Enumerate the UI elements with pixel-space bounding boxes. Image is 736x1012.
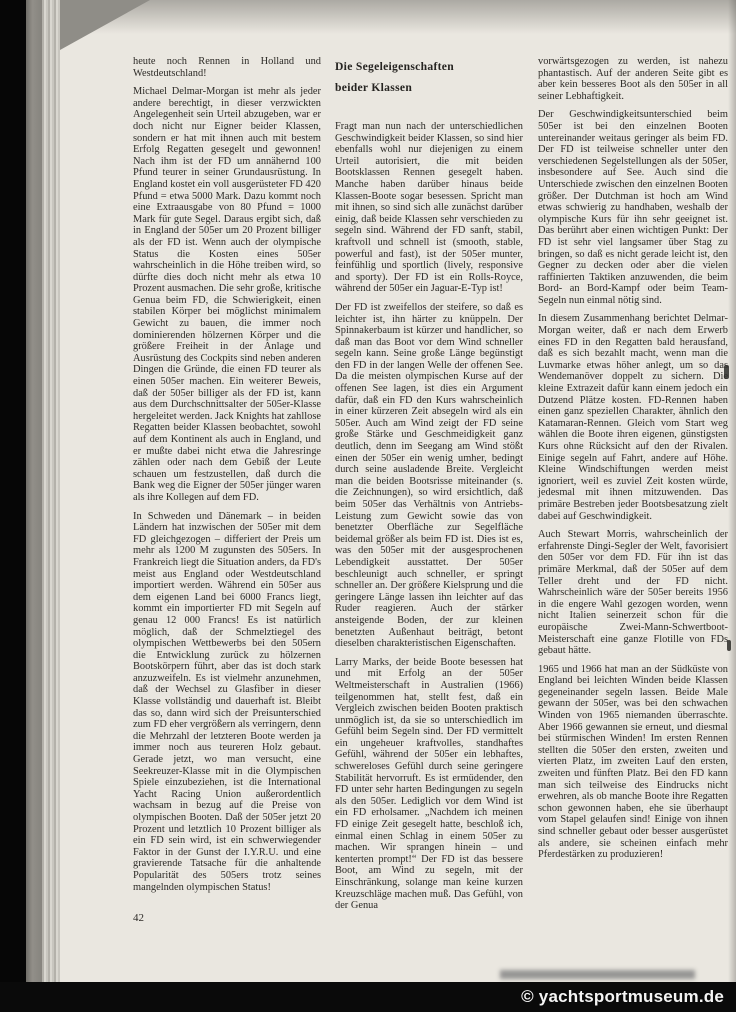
paragraph: Michael Delmar-Morgan ist mehr als jeder andere berechtigt, in dieser verzwickten Angelegenheit sein Urteil abzugeben, war er doch nicht nur Eigner beider Klassen, sondern er hat mit ihnen auch mit bestem Erfolg Regatten gesegelt und gewonnen! Nach ihm ist der FD um annähernd 100 Pfund teurer in seiner Grundausrüstung. In England kostet ein voll ausgerüsteter FD 420 Pfund = etwa 5000 Mark. Dazu kommt noch eine Extraausgabe von 80 Pfund = 1000 Mark für gute Segel. Daraus ergibt sich, daß in England der 505er um 20 Prozent billiger als der FD ist. Wenn auch der olympische Status die Kosten eines 505er wahrscheinlich in die Höhe treiben wird, so dürfte dies doch nicht mehr als etwa 10 Prozent ausmachen. Die sehr große, kritische Genua beim FD, die Schwierigkeit, einen stabilen Körper bei möglichst minimalem Gewicht zu bauen, die immer noch dominierenden hölzernen Körper und die größere Freiheit in der Anlage und Ausrüstung des Cockpits sind neben anderen Dingen die Gründe, die einen FD teurer als einen 505er machen. Ein weiterer Beweis, daß der 505er billiger als der FD ist, kann aus dem Durchschnittsalter der 505er-Klasse hergeleitet werden. Jack Knights hat zahllose Regatten beider Klassen beobachtet, sowohl auf dem Kontinent als auch in England, und er mußte dabei nicht etwa die Jahresringe zählen oder nach dem Gebiß der Leute schauen um festzustellen, daß durch die Bank weg die Eigner der 505er jünger waren als ihre Kollegen auf dem FD.	[133, 86, 321, 503]
paragraph: In Schweden und Dänemark – in beiden Ländern hat inzwischen der 505er mit dem FD gleichgezogen – differiert der Preis um mehr als 1200 M zugunsten des 505ers. In Frankreich liegt die Situation anders, da FD's meist aus England oder Westdeutschland importiert werden. Während ein 505er aus dem eigenen Land bei 6000 Francs liegt, kommt ein importierter FD mit Segeln auf genau 12 000 Francs! Es ist natürlich möglich, daß der Schmelztiegel des olympischen Wettbewerbs bei den 505ern die Entwicklung zurück zu hölzernen Bootskörpern führt, aber das ist doch stark anzuzweifeln. Es ist vielmehr anzunehmen, daß der Wechsel zu Glasfiber in dieser Klasse vollständig und dauerhaft ist. Bleibt das so, dann wird sich der Preisunterschied zum FD eher vergrößern als verringern, denn die Mehrzahl der letzteren Boote werden ja immer noch aus teureren Holz gebaut. Gerade jetzt, wo man versucht, eine Seekreuzer-Klasse mit in die Olympischen Spiele einzubeziehen, ist die International Yacht Racing Union außerordentlich wachsam in bezug auf die Preise von olympischen Booten. Daß der 505er jetzt 20 Prozent und letztlich 10 Prozent billiger als ein FD sein wird, ist ein schwerwiegender Faktor in der Gunst der I.Y.R.U. und eine gravierende Tatsache für die anhaltende Popularität des 505ers trotz seines mangelnden olympischen Status!	[133, 510, 322, 893]
paragraph: heute noch Rennen in Holland und Westdeutschland!	[133, 56, 321, 79]
text-column-2	[335, 56, 523, 919]
page-stack-edge	[42, 0, 60, 982]
page	[60, 0, 736, 982]
watermark-text: © yachtsportmuseum.de	[521, 987, 724, 1006]
section-heading-line1: Die Segeleigenschaften	[335, 60, 454, 73]
book-cover-edge	[26, 0, 42, 982]
paragraph: Der FD ist zweifellos der steifere, so daß es leichter ist, ihn härter zu knüppeln. Der Spinnakerbaum ist kürzer und handlicher, so daß man das Boot vor dem Wind schneller segeln kann. Seine große Länge begünstigt den FD in der langen Welle der offenen See. Da die meisten olympischen Kurse auf der offenen See lagen, ist dies ein Argument dafür, daß ein FD den Kurs wahrscheinlich in einer kürzeren Zeit absegeln wird als ein 505er. Auch am Wind zeigt der FD seine große Stärke und Geschmeidigkeit ganz deutlich, denn im Seegang am Wind stößt einen der 505er ein wenig umher, bedingt durch seine ausladende Breite. Vergleicht man die beiden Bootsrisse miteinander (s. die Zeichnungen), so wird ersichtlich, daß beim 505er das Verhältnis von Antriebs-Leistung zum Gewicht sowie das von benetzter Oberfläche zur Segelfläche beidemal größer als beim FD ist. Dies ist es, was den 505er mit der ausgesprochenen Lebendigkeit ausstattet. Der 505er beschleunigt auch schneller, er springt schneller an. Der größere Kielsprung und die geringere Länge lassen ihn leichter auf das Ruder reagieren. Auch der stärker ansteigende Boden, der zur kleinen benetzten Außenhaut beiträgt, betont dieselben charakteristischen Eigenschaften.	[335, 301, 523, 650]
paragraph: Auch Stewart Morris, wahrscheinlich der erfahrenste Dingi-Segler der Welt, favorisiert den 505er vor dem FD. Für ihn ist das primäre Merkmal, daß der 505er auf dem Teller dreht und der FD nicht. Wahrscheinlich wäre der 505er bereits 1956 in die engere Wahl gezogen worden, wenn nicht Italien seinerzeit schon für die europäische Zwei-Mann-Schwertboot-Meisterschaft eine ganze Flotille von FDs gebaut hätte.	[538, 529, 728, 657]
section-heading	[335, 56, 523, 98]
page-top-shadow	[60, 0, 736, 34]
paragraph: Der Geschwindigkeitsunterschied beim 505er ist bei den einzelnen Booten untereinander weitaus geringer als beim FD. Der FD ist teilweise schneller unter den verschiedenen Segelstellungen als der 505er, insbesondere auf See. Auch sind die Unterschiede zwischen den einzelnen Booten größer. Der Dutchman ist hoch am Wind etwas schwierig zu handhaben, weshalb der olympische Kurs für ihn sehr geeignet ist. Das berührt aber einen wichtigen Punkt: Der FD ist sehr viel langsamer über Stag zu bringen, so daß es nicht gerade leicht ist, den Gegner zu decken oder aber die vielen raffinierten Taktiken anzuwenden, die beim Bord- an Bord-Kampf oder beim Team-Segeln nun einmal nötig sind.	[538, 109, 728, 306]
paragraph: 1965 und 1966 hat man an der Südküste von England bei leichten Winden beide Klassen gegeneinander segeln lassen. Beide Male gewann der 505er, was bei den schwachen Winden von 1965 niemanden überraschte. Aber 1966 gewannen sie erneut, und diesmal bei stürmischen Winden! Im ersten Rennen stellten die 505er den ersten, zweiten und vierten Platz, im zweiten Lauf den ersten, zweiten und fünften Platz. Bei den FD kann man sich teilweise des Eindrucks nicht erwehren, als ob manche Boote ihre Regatten schon gewonnen haben, ehe sie überhaupt vom Stapel gelaufen sind! Einige von ihnen sind schneller gebaut oder besser ausgerüstet als andere, sie scheinen einfach mehr Pferdestärken zu produzieren!	[538, 663, 728, 861]
paragraph: vorwärtsgezogen zu werden, ist nahezu phantastisch. Auf der anderen Seite gibt es aber kein besseres Boot als den 505er in all seiner Lebhaftigkeit.	[538, 56, 728, 102]
page-right-shade	[728, 0, 736, 982]
scan-smudge	[500, 970, 695, 979]
copyright-bar	[0, 982, 736, 1012]
scan-background-edge	[0, 0, 26, 982]
paragraph: Fragt man nun nach der unterschiedlichen Geschwindigkeit beider Klassen, so sind hier ebenfalls wohl nur diejenigen zu einem Urteil autorisiert, die mit beiden Bootsklassen Rennen gesegelt haben. Manche haben darüber hinaus beide Klassen-Boote sogar besessen. Spricht man mit ihnen, so sind sich alle zunächst darüber einig, daß beide Klassen sehr verschieden zu segeln sind. Während der FD sanft, stabil, kraftvoll und schnell ist (smooth, stable, powerful and fast), ist der 505er munter, feinfühlig und sportlich (lively, responsive and sporty). Der FD ist ein Rolls-Royce, während der 505er ein Jaguar-E-Typ ist!	[335, 121, 523, 295]
section-heading-line2: beider Klassen	[335, 81, 413, 94]
paragraph: Larry Marks, der beide Boote besessen hat und mit Erfolg an der 505er Weltmeisterschaft in Australien (1966) teilgenommen hat, stellt fest, daß ein Vergleich zwischen beiden Booten praktisch unmöglich ist, da sie so unterschiedlich im Gefühl beim Segeln sind. Der FD vermittelt ein ungeheuer kraftvolles, standhaftes Gefühl, während der 505er ein lebhaftes, schwereloses Gefühl durch seine geringere Stabilität hervorruft. Es ist ermüdender, den FD unter sehr harten Bedingungen zu segeln als den 505er. Lediglich vor dem Wind ist ein FD erholsamer. „Nachdem ich meinen FD einige Zeit gesegelt hatte, beschloß ich, einmal einen Schlag in einem 505er zu machen. Wir sprangen hinein – und kenterten prompt!“ Der FD ist das bessere Boot, am Wind zu segeln, mit der Einschränkung, solange man keine kurzen Kreuzschläge machen muß. Das Gefühl, von der Genua	[335, 656, 523, 912]
text-column-3	[538, 56, 728, 868]
text-column-1	[133, 56, 321, 900]
paragraph: In diesem Zusammenhang berichtet Delmar-Morgan weiter, daß er nach dem Erwerb eines FD in den Regatten bald herausfand, daß es sich bezahlt macht, wenn man die Luvmarke etwas höher anlegt, um so das Wendemanöver doppelt zu sichern. Die kleine Extrazeit dafür kann einem jedoch ein Dutzend Plätze kosten. FD-Rennen haben einen ganz speziellen Charakter, ähnlich den Katamaran-Rennen. Gleich vom Start weg wählen die Boote ihren eigenen, günstigsten Kurs ohne Rücksicht auf den der Rivalen. Einige segeln auf Fahrt, andere auf Höhe. Kleine Windschiftungen werden meist ignoriert, weil es zuviel Zeit kosten würde, jedesmal mit ihnen mitzuwenden. Das primäre Bestreben jeder Bootsbesatzung zielt dabei auf Geschwindigkeit.	[538, 313, 728, 522]
page-number: 42	[133, 912, 144, 924]
